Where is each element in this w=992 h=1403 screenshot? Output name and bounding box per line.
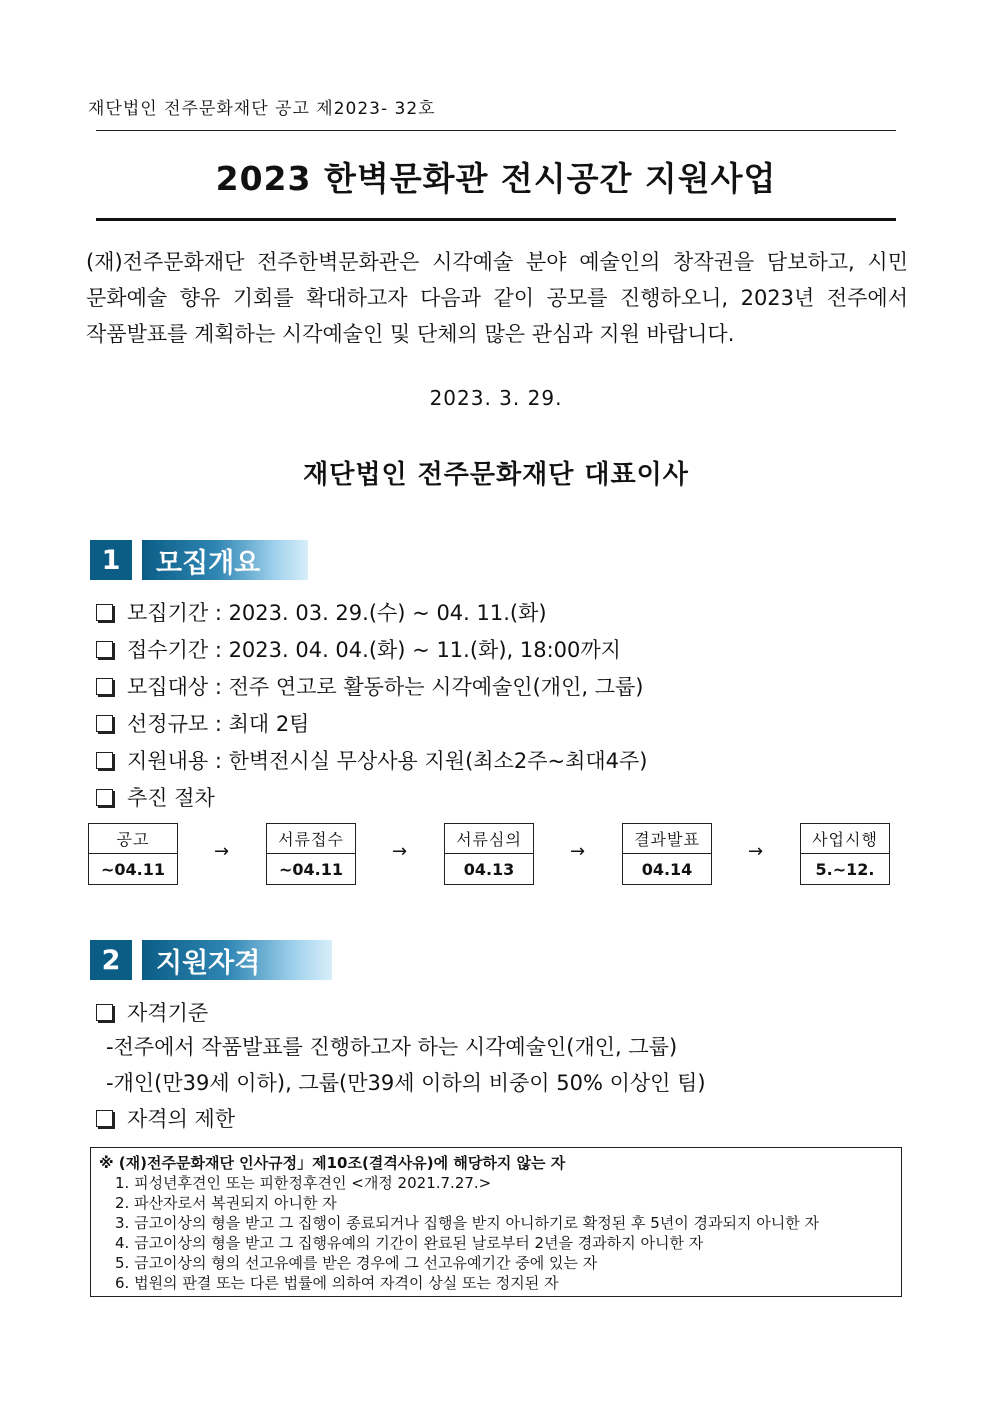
criteria-line: -개인(만39세 이하), 그룹(만39세 이하의 비중이 50% 이상인 팀): [106, 1071, 706, 1095]
step-label: 공고: [89, 824, 177, 854]
restriction-heading: ※ (재)전주문화재단 인사규정」제10조(결격사유)에 해당하지 않는 자: [99, 1154, 566, 1172]
section-number: 1: [90, 540, 132, 580]
checkbox-icon: [96, 752, 113, 769]
checkbox-icon: [96, 1004, 113, 1021]
process-step: [800, 823, 890, 885]
process-step: [88, 823, 178, 885]
checkbox-icon: [96, 715, 113, 732]
top-divider: [96, 130, 896, 131]
process-step: [622, 823, 712, 885]
title-divider: [96, 218, 896, 221]
notice-date: 2023. 3. 29.: [429, 386, 563, 410]
checkbox-icon: [96, 604, 113, 621]
step-label: 결과발표: [623, 824, 711, 854]
process-flow: [88, 823, 892, 887]
list-item: 선정규모 : 최대 2팀: [96, 708, 309, 738]
step-label: 서류심의: [445, 824, 533, 854]
list-item: 추진 절차: [96, 782, 215, 812]
checkbox-icon: [96, 678, 113, 695]
arrow-right-icon: →: [214, 841, 230, 862]
arrow-right-icon: →: [748, 841, 764, 862]
list-item: 모집기간 : 2023. 03. 29.(수) ~ 04. 11.(화): [96, 597, 547, 627]
intro-paragraph: [86, 244, 908, 352]
restriction-line: 3. 금고이상의 형을 받고 그 집행이 종료되거나 집행을 받지 아니하기로 확정된 후 5년이 경과되지 아니한 자: [115, 1214, 819, 1232]
step-date: 04.13: [463, 859, 515, 879]
arrow-right-icon: →: [570, 841, 586, 862]
step-date: ~04.11: [278, 859, 343, 879]
step-date: ~04.11: [100, 859, 165, 879]
checkbox-icon: [96, 1110, 113, 1127]
notice-number: 재단법인 전주문화재단 공고 제2023- 32호: [88, 99, 436, 119]
section-title: 지원자격: [142, 940, 332, 980]
intro-line: 작품발표를 계획하는 시각예술인 및 단체의 많은 관심과 지원 바랍니다.: [86, 322, 735, 346]
step-date: 04.14: [641, 859, 693, 879]
restriction-line: 4. 금고이상의 형을 받고 그 집행유예의 기간이 완료된 날로부터 2년을 경과하지 아니한 자: [115, 1234, 704, 1252]
step-label: 사업시행: [801, 824, 889, 854]
restriction-line: 5. 금고이상의 형의 선고유예를 받은 경우에 그 선고유예기간 중에 있는 자: [115, 1254, 598, 1272]
process-step: [266, 823, 356, 885]
checkbox-icon: [96, 789, 113, 806]
list-item: 지원내용 : 한벽전시실 무상사용 지원(최소2주~최대4주): [96, 745, 647, 775]
restriction-box: [90, 1147, 902, 1297]
checkbox-icon: [96, 641, 113, 658]
signature: 재단법인 전주문화재단 대표이사: [303, 460, 689, 490]
criteria-line: -전주에서 작품발표를 진행하고자 하는 시각예술인(개인, 그룹): [106, 1035, 678, 1059]
page-title: 2023 한벽문화관 전시공간 지원사업: [215, 159, 777, 198]
step-date: 5.~12.: [815, 859, 875, 879]
section-2-header: [90, 940, 332, 980]
list-item: 자격의 제한: [96, 1103, 235, 1133]
list-item: 모집대상 : 전주 연고로 활동하는 시각예술인(개인, 그룹): [96, 671, 643, 701]
list-item: 접수기간 : 2023. 04. 04.(화) ~ 11.(화), 18:00까지: [96, 634, 621, 664]
section-title: 모집개요: [142, 540, 308, 580]
step-label: 서류접수: [267, 824, 355, 854]
restriction-line: 6. 법원의 판결 또는 다른 법률에 의하여 자격이 상실 또는 정지된 자: [115, 1274, 559, 1292]
restriction-line: 2. 파산자로서 복권되지 아니한 자: [115, 1194, 337, 1212]
restriction-line: 1. 피성년후견인 또는 피한정후견인 <개정 2021.7.27.>: [115, 1174, 492, 1192]
list-item: 자격기준: [96, 997, 208, 1027]
section-1-header: [90, 540, 308, 580]
section-number: 2: [90, 940, 132, 980]
process-step: [444, 823, 534, 885]
intro-line: (재)전주문화재단 전주한벽문화관은 시각예술 분야 예술인의 창작권을 담보하고, 시민: [86, 250, 908, 274]
arrow-right-icon: →: [392, 841, 408, 862]
intro-line: 문화예술 향유 기회를 확대하고자 다음과 같이 공모를 진행하오니, 2023년 전주에서: [86, 286, 908, 310]
